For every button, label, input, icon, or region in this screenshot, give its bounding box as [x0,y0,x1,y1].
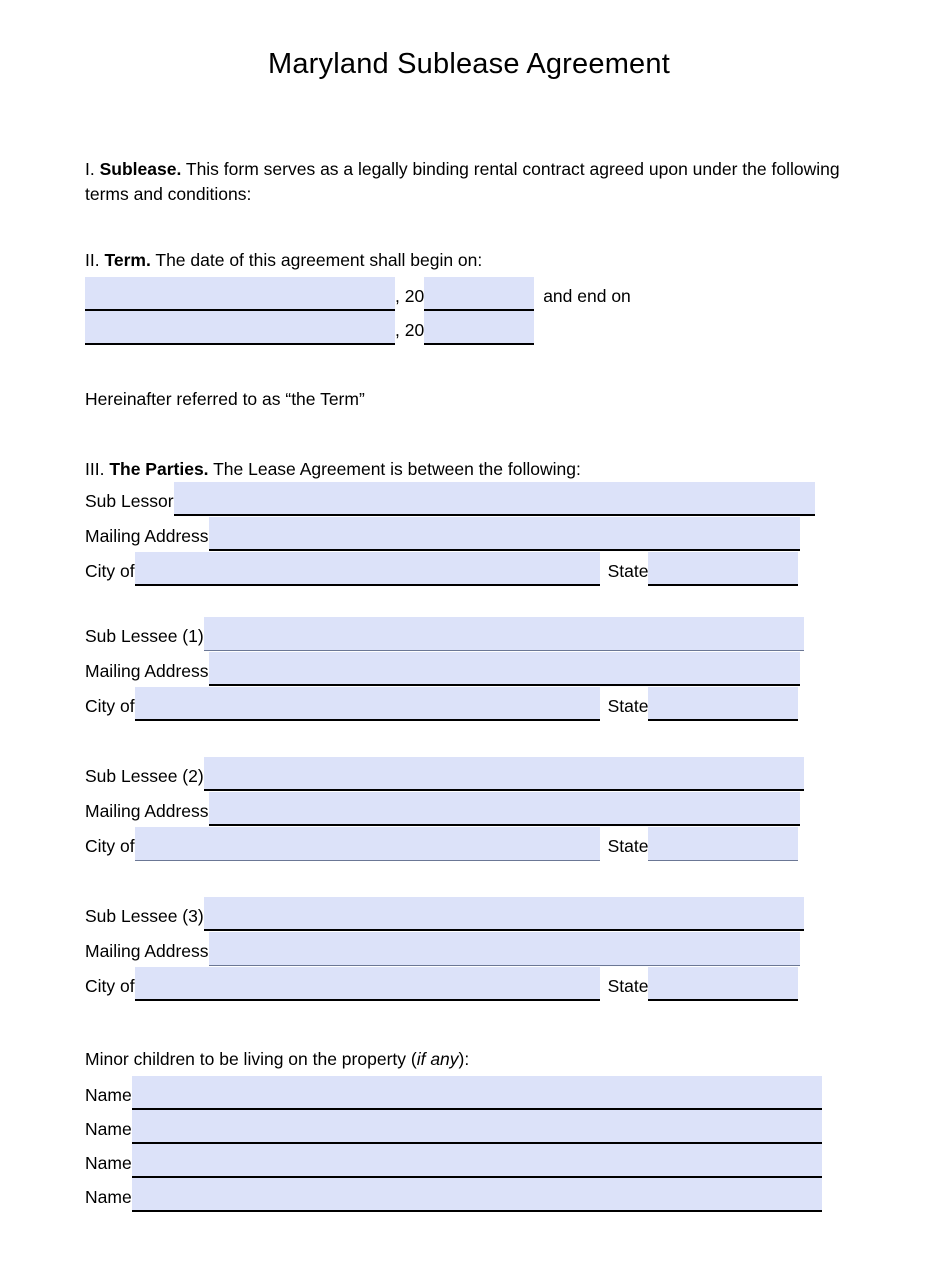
term-begin-row [85,277,631,311]
sub-lessor-address-row [85,517,800,551]
minor-name-row-3 [85,1144,822,1178]
sub-lessee-3-city-label: City of [85,974,135,1001]
section-parties-paragraph [85,457,845,482]
term-hereinafter-text: Hereinafter referred to as “the Term” [85,389,365,409]
sub-lessee-2-city-state-row [85,827,798,861]
sub-lessee-2-state-label: State [600,834,649,861]
sub-lessee-1-address-row [85,652,800,686]
term-end-date-field[interactable] [85,311,395,345]
sub-lessor-name-row [85,482,815,516]
term-begin-year-field[interactable] [424,277,534,311]
sub-lessee-1-name-row [85,617,804,651]
minor-name-row-4 [85,1178,822,1212]
section-sublease-paragraph [85,157,845,207]
sub-lessee-3-address-label: Mailing Address [85,939,209,966]
section-term-paragraph [85,248,845,273]
sub-lessee-2-address-label: Mailing Address [85,799,209,826]
sub-lessee-2-label: Sub Lessee (2) [85,764,204,791]
term-begin-year-prefix: , 20 [395,284,424,311]
sub-lessee-3-label: Sub Lessee (3) [85,904,204,931]
minor-name-label-2: Name [85,1117,132,1144]
sub-lessee-2-state-field[interactable] [648,827,798,861]
term-connector-label: and end on [534,284,631,311]
sub-lessor-label: Sub Lessor [85,489,174,516]
sub-lessee-1-address-field[interactable] [209,652,800,686]
minor-children-text-after: ): [458,1049,470,1069]
sub-lessee-3-address-field[interactable] [209,932,800,966]
sub-lessee-2-address-field[interactable] [209,792,800,826]
sub-lessee-2-address-row [85,792,800,826]
page-title: Maryland Sublease Agreement [268,48,670,80]
sub-lessor-address-label: Mailing Address [85,524,209,551]
minor-children-text-italic: if any [416,1049,459,1069]
sub-lessee-3-state-label: State [600,974,649,1001]
sub-lessee-2-city-label: City of [85,834,135,861]
minor-name-field-4[interactable] [132,1178,822,1212]
sub-lessee-3-name-field[interactable] [204,897,804,931]
section-term-number: II. [85,250,100,270]
sub-lessee-1-city-state-row [85,687,798,721]
sub-lessee-3-city-field[interactable] [135,967,600,1001]
minor-name-field-3[interactable] [132,1144,822,1178]
section-sublease-body: This form serves as a legally binding rental contract agreed upon under the following terms and conditions: [85,159,840,204]
section-sublease-number: I. [85,159,95,179]
minor-children-text-before: Minor children to be living on the property ( [85,1049,417,1069]
sub-lessor-city-state-row [85,552,798,586]
sub-lessee-3-name-row [85,897,804,931]
minor-name-label-1: Name [85,1083,132,1110]
sub-lessor-city-field[interactable] [135,552,600,586]
sub-lessor-address-field[interactable] [209,517,800,551]
minor-name-field-2[interactable] [132,1110,822,1144]
minor-name-row-2 [85,1110,822,1144]
term-end-year-prefix: , 20 [395,318,424,345]
sub-lessor-name-field[interactable] [174,482,815,516]
section-term-body: The date of this agreement shall begin on: [155,250,483,270]
minor-name-label-4: Name [85,1185,132,1212]
sub-lessee-2-city-field[interactable] [135,827,600,861]
minor-name-field-1[interactable] [132,1076,822,1110]
section-sublease-heading: Sublease. [99,159,182,179]
section-parties-heading: The Parties. [109,459,209,479]
sub-lessee-3-city-state-row [85,967,798,1001]
sub-lessor-state-field[interactable] [648,552,798,586]
sub-lessee-1-state-label: State [600,694,649,721]
sub-lessee-1-city-field[interactable] [135,687,600,721]
sub-lessee-1-name-field[interactable] [204,617,804,651]
sub-lessee-1-label: Sub Lessee (1) [85,624,204,651]
minor-name-label-3: Name [85,1151,132,1178]
sub-lessor-state-label: State [600,559,649,586]
sub-lessee-1-address-label: Mailing Address [85,659,209,686]
sub-lessor-city-label: City of [85,559,135,586]
term-begin-date-field[interactable] [85,277,395,311]
term-end-year-field[interactable] [424,311,534,345]
sub-lessee-2-name-field[interactable] [204,757,804,791]
sub-lessee-2-name-row [85,757,804,791]
sub-lessee-3-address-row [85,932,800,966]
section-term-heading: Term. [104,250,151,270]
term-end-row [85,311,534,345]
section-parties-number: III. [85,459,105,479]
sub-lessee-1-city-label: City of [85,694,135,721]
section-parties-body: The Lease Agreement is between the following: [213,459,581,479]
minor-children-heading [85,1047,845,1072]
minor-name-row-1 [85,1076,822,1110]
sub-lessee-1-state-field[interactable] [648,687,798,721]
sub-lessee-3-state-field[interactable] [648,967,798,1001]
